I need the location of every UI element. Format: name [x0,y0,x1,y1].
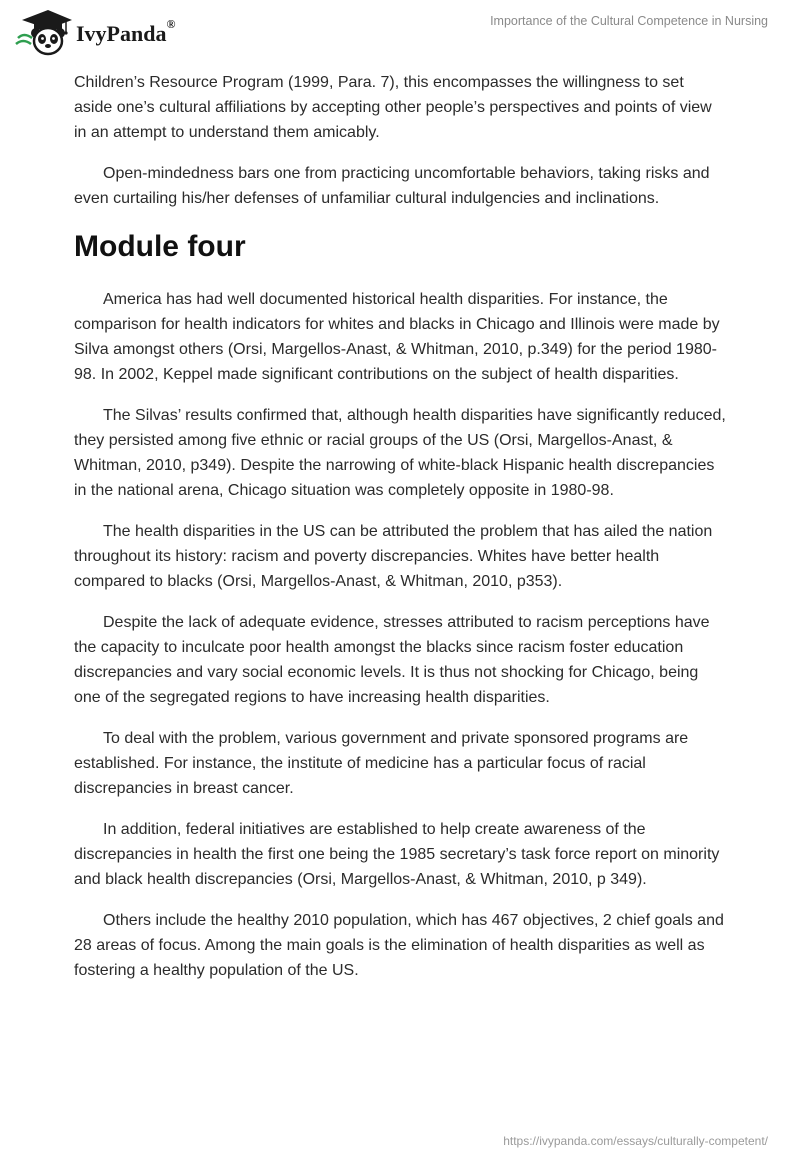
paragraph: Children’s Resource Program (1999, Para. 7), this encompasses the willingness to set aside one’s cultural affiliations by accepting other people’s perspectives and points of view in an attempt to understand them amicably. [74,74,712,141]
paragraph: The Silvas’ results confirmed that, although health disparities have significantly reduced, they persisted among five ethnic or racial groups of the US (Orsi, Margellos-Anast, & Whitman, 2010, p349). Despite the narrowing of white-black Hispanic health discrepancies in the national arena, Chicago situation was completely opposite in 1980-98. [74,407,726,499]
source-url[interactable]: https://ivypanda.com/essays/culturally-competent/ [503,1134,768,1148]
paragraph: To deal with the problem, various government and private sponsored programs are established. For instance, the institute of medicine has a particular focus of racial discrepancies in breast cancer. [74,730,689,797]
paragraph: Others include the healthy 2010 population, which has 467 objectives, 2 chief goals and 28 areas of focus. Among the main goals is the elimination of health disparities as well as fostering a healthy population of the US. [74,912,724,979]
brand-name: IvyPanda® [76,17,176,46]
essay-content [74,70,726,999]
paragraph: Despite the lack of adequate evidence, stresses attributed to racism perceptions have the capacity to inculcate poor health amongst the blacks since racism foster education discrepancies and vary social economic levels. It is thus not shocking for Chicago, being one of the segregated regions to have increasing health disparities. [74,614,710,706]
section-heading: Module four [74,230,246,263]
paragraph: In addition, federal initiatives are established to help create awareness of the discrepancies in health the first one being the 1985 secretary’s task force report on minority and black health discrepancies (Orsi, Margellos-Anast, & Whitman, 2010, p 349). [74,821,720,888]
ivypanda-logo[interactable] [14,8,204,58]
paragraph: The health disparities in the US can be attributed the problem that has ailed the nation throughout its history: racism and poverty discrepancies. Whites have better health compared to blacks (Orsi, Margellos-Anast, & Whitman, 2010, p353). [74,523,713,590]
paragraph: America has had well documented historical health disparities. For instance, the comparison for health indicators for whites and blacks in Chicago and Illinois were made by Silva amongst others (Orsi, Margellos-Anast, & Whitman, 2010, p.349) for the period 1980-98. In 2002, Keppel made significant contributions on the subject of health disparities. [74,291,720,383]
paragraph: Open-mindedness bars one from practicing uncomfortable behaviors, taking risks and even curtailing his/her defenses of unfamiliar cultural indulgencies and inclinations. [74,165,710,207]
panda-graduation-icon [14,8,74,58]
document-title: Importance of the Cultural Competence in Nursing [490,14,768,28]
page-header [0,0,800,64]
